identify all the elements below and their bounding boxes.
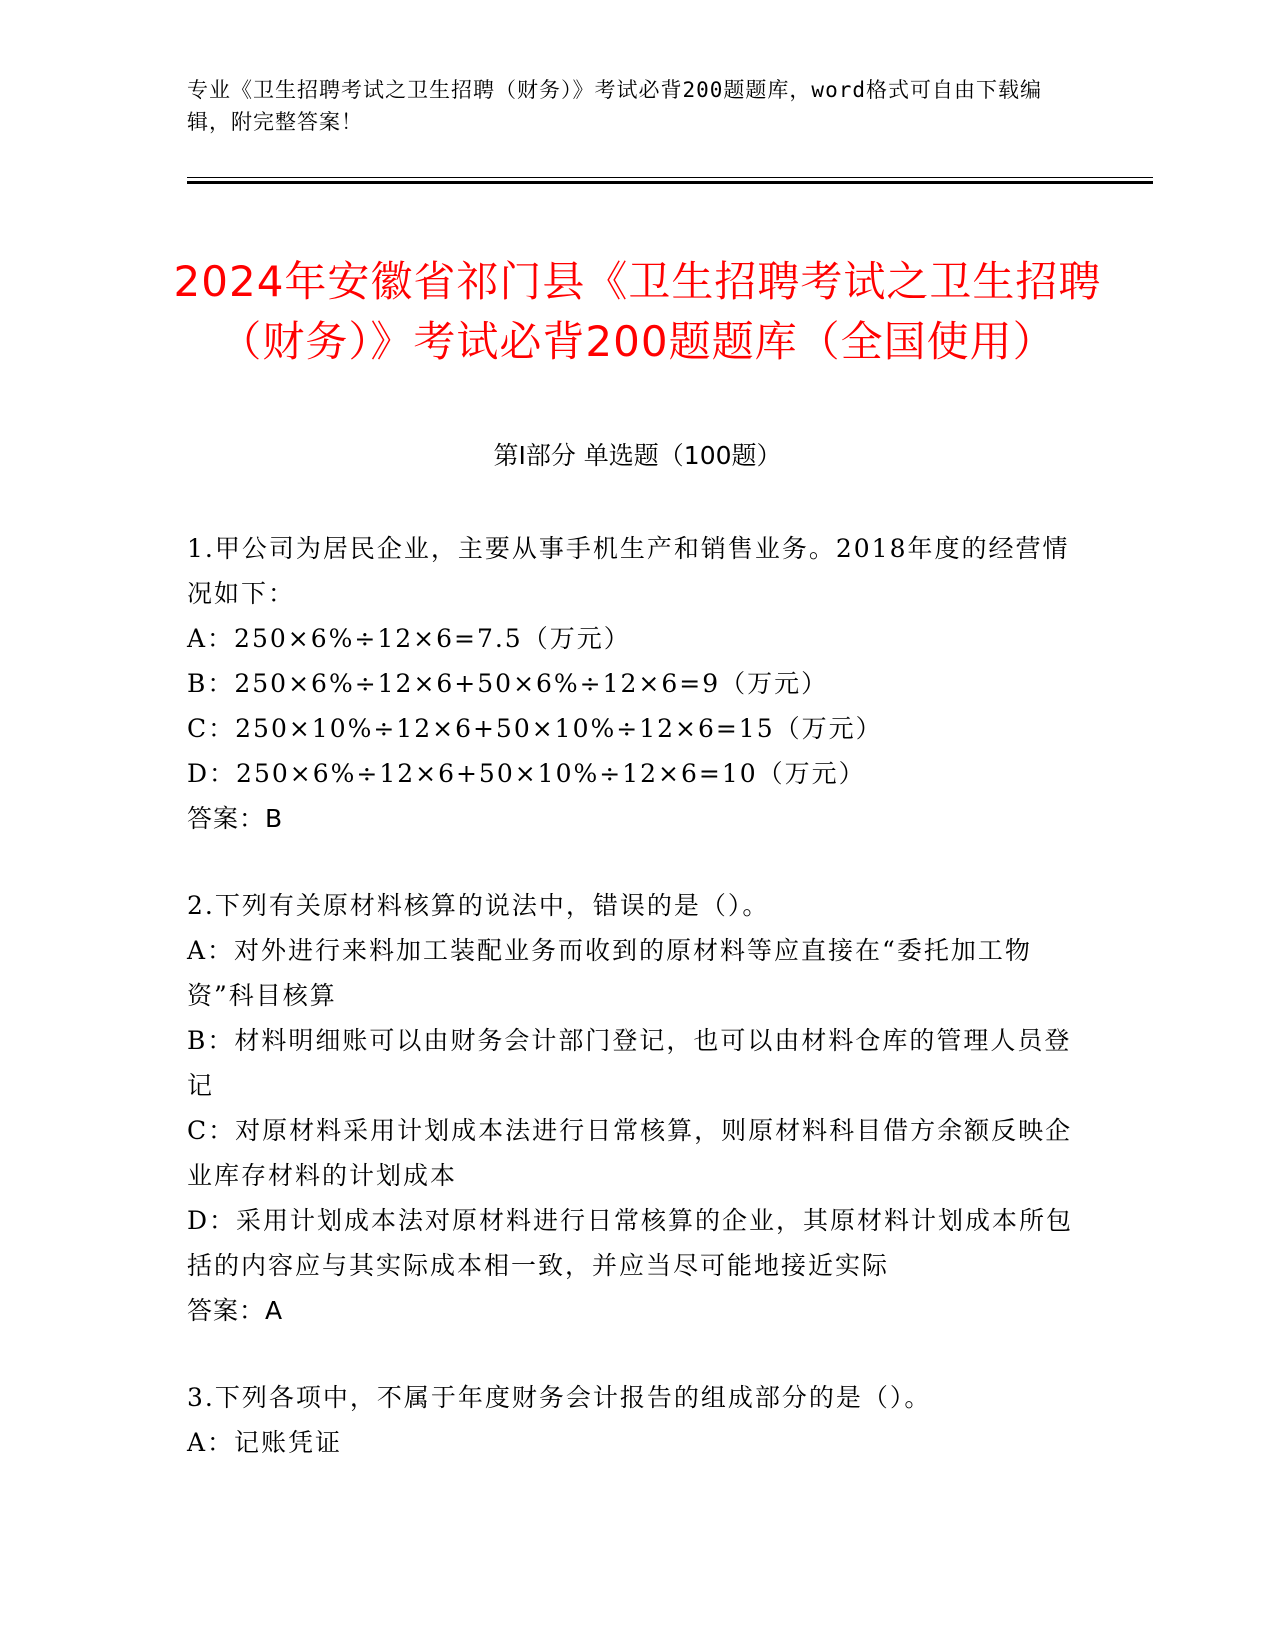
question-stem: 1.甲公司为居民企业，主要从事手机生产和销售业务。2018年度的经营情况如下：	[187, 534, 1070, 608]
header-note: 专业《卫生招聘考试之卫生招聘（财务）》考试必背200题题库，word格式可自由下载编辑，附完整答案！	[187, 78, 1042, 134]
question-item	[187, 1375, 1077, 1465]
question-stem: 3.下列各项中，不属于年度财务会计报告的组成部分的是（）。	[187, 1383, 932, 1412]
answer-line: 答案：A	[187, 1296, 284, 1325]
header-divider-thin	[187, 177, 1153, 178]
option-c: C：对原材料采用计划成本法进行日常核算，则原材料科目借方余额反映企业库存材料的计划成本	[187, 1116, 1073, 1190]
option-d: D：250×6%÷12×6+50×10%÷12×6=10（万元）	[187, 759, 866, 788]
option-d: D：采用计划成本法对原材料进行日常核算的企业，其原材料计划成本所包括的内容应与其实际成本相一致，并应当尽可能地接近实际	[187, 1206, 1074, 1280]
question-list	[187, 526, 1077, 1507]
document-title: 2024年安徽省祁门县《卫生招聘考试之卫生招聘（财务）》考试必背200题题库（全国使用）	[173, 257, 1102, 367]
question-item	[187, 883, 1077, 1333]
option-a: A：对外进行来料加工装配业务而收到的原材料等应直接在“委托加工物资”科目核算	[187, 936, 1032, 1010]
question-stem: 2.下列有关原材料核算的说法中，错误的是（）。	[187, 891, 770, 920]
option-b: B：材料明细账可以由财务会计部门登记，也可以由材料仓库的管理人员登记	[187, 1026, 1072, 1100]
header-divider-thick	[187, 181, 1153, 184]
option-c: C：250×10%÷12×6+50×10%÷12×6=15（万元）	[187, 714, 883, 743]
section-heading: 第I部分 单选题（100题）	[493, 441, 782, 470]
option-a: A：记账凭证	[187, 1428, 343, 1457]
answer-line: 答案：B	[187, 804, 284, 833]
option-b: B：250×6%÷12×6+50×6%÷12×6=9（万元）	[187, 669, 829, 698]
option-a: A：250×6%÷12×6=7.5（万元）	[187, 624, 631, 653]
question-item	[187, 526, 1077, 841]
